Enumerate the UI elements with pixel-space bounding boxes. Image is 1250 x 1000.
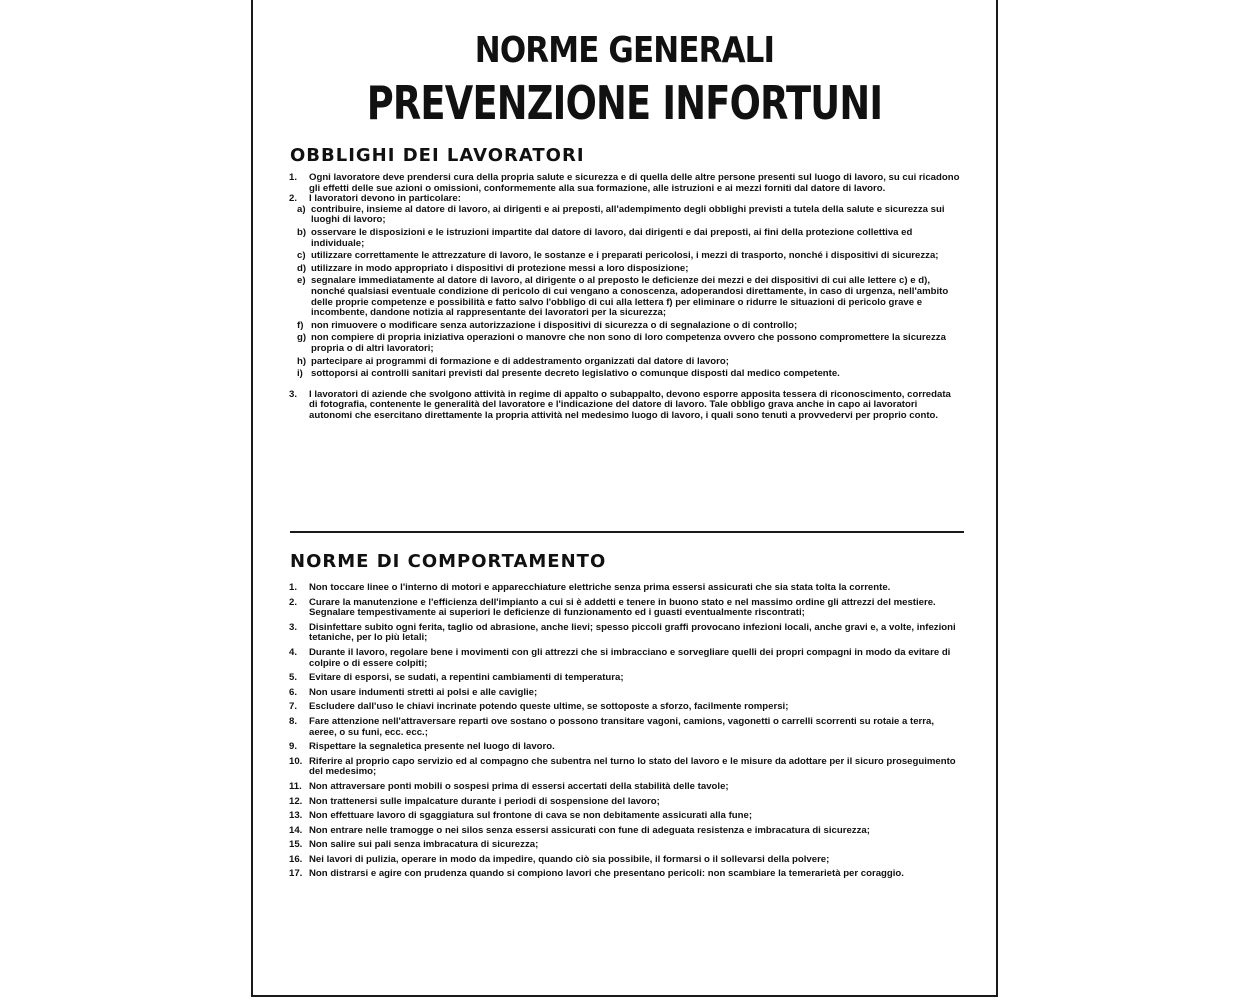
item-number: 1. xyxy=(289,582,298,593)
sub-label: h) xyxy=(297,355,307,367)
item-number: 14. xyxy=(289,824,303,836)
item-text: Rispettare la segnaletica presente nel luogo di lavoro. xyxy=(309,741,555,753)
list-item xyxy=(289,717,961,738)
item-text: Non trattenersi sulle impalcature durante i periodi di sospensione del lavoro; xyxy=(309,795,660,807)
list-item xyxy=(289,826,961,837)
sub-item xyxy=(297,276,961,318)
item-text: Nei lavori di pulizia, operare in modo da impedire, quando ciò sia possibile, il formarsi o il sollevarsi della polvere; xyxy=(309,853,830,865)
section2-list xyxy=(289,583,961,884)
item-number: 16. xyxy=(289,853,303,865)
list-item xyxy=(289,840,961,851)
item-text: Non effettuare lavoro di sgaggiatura sul frontone di cava se non debitamente assicurati alla fune; xyxy=(309,810,753,822)
item-text: I lavoratori di aziende che svolgono attività in regime di appalto o subappalto, devono esporre apposita tessera di riconoscimento, corredata di fotografia, contenente le generalità del lavoratore e l'indicazione del datore di lavoro. Tale obbligo grava anche in capo ai lavoratori autonomi che esercitano direttamente la propria attività nel medesimo luogo di lavoro, i quali sono tenuti a provvedervi per proprio conto. xyxy=(309,388,951,421)
list-item xyxy=(289,583,961,594)
item-number: 17. xyxy=(289,868,303,880)
list-item xyxy=(289,390,961,422)
item-number: 13. xyxy=(289,810,303,822)
list-item xyxy=(289,782,961,793)
item-text: Non distrarsi e agire con prudenza quando si compiono lavori che presentano pericoli: non scambiare la temerarietà per coraggio. xyxy=(309,868,904,880)
list-item xyxy=(289,648,961,669)
list-item xyxy=(289,598,961,619)
section1-heading: OBBLIGHI DEI LAVORATORI xyxy=(290,145,585,166)
sub-item xyxy=(297,264,961,275)
sub-text: non rimuovere o modificare senza autorizzazione i dispositivi di sicurezza o di segnalazione o di controllo; xyxy=(311,319,798,331)
sub-label: c) xyxy=(297,250,306,262)
list-item xyxy=(289,742,961,753)
item-number: 12. xyxy=(289,795,303,807)
sub-item xyxy=(297,369,961,380)
item-number: 10. xyxy=(289,755,303,767)
item-text: Escludere dall'uso le chiavi incrinate potendo queste ultime, se sottoposte a sforzo, facilmente rompersi; xyxy=(309,701,789,713)
list-item xyxy=(289,688,961,699)
item-number: 1. xyxy=(289,172,298,183)
sub-label: f) xyxy=(297,319,304,331)
item-text: Riferire al proprio capo servizio ed al compagno che subentra nel turno lo stato del lavoro e le misure da adottare per il sicuro proseguimento del medesimo; xyxy=(309,755,956,778)
sub-label: e) xyxy=(297,275,306,287)
sub-label: a) xyxy=(297,203,306,215)
item-number: 4. xyxy=(289,646,298,658)
item-number: 11. xyxy=(289,780,302,792)
item-text: Non toccare linee o l'interno di motori e apparecchiature elettriche senza prima essersi assicurati che sia stata tolta la corrente. xyxy=(309,582,891,593)
item-number: 6. xyxy=(289,686,298,698)
sub-label: b) xyxy=(297,226,307,238)
sub-item xyxy=(297,321,961,332)
item-text: Ogni lavoratore deve prendersi cura della propria salute e sicurezza e di quella delle altre persone presenti sul luogo di lavoro, su cui ricadono gli effetti delle sue azioni o omissioni, conformemente alla sua formazione, alle istruzioni e ai mezzi forniti dal datore di lavoro. xyxy=(309,172,960,194)
sub-label: d) xyxy=(297,262,307,274)
sub-list xyxy=(289,205,961,380)
sub-text: osservare le disposizioni e le istruzioni impartite dal datore di lavoro, dai dirigenti e dai preposti, ai fini della protezione collettiva ed individuale; xyxy=(311,226,913,249)
section-divider xyxy=(290,531,964,533)
poster-title-line2: PREVENZIONE INFORTUNI xyxy=(366,76,883,130)
item-number: 3. xyxy=(289,621,298,633)
list-item xyxy=(289,173,961,194)
list-item xyxy=(289,797,961,808)
sub-text: utilizzare in modo appropriato i dispositivi di protezione messi a loro disposizione; xyxy=(311,262,689,274)
item-number: 9. xyxy=(289,741,298,753)
item-text: Non salire sui pali senza imbracatura di sicurezza; xyxy=(309,839,539,851)
item-number: 7. xyxy=(289,701,298,713)
item-text: Durante il lavoro, regolare bene i movimenti con gli attrezzi che si imbracciano e sorvegliare quelli dei propri compagni in modo da evitare di colpire o di essere colpiti; xyxy=(309,646,951,669)
list-item xyxy=(289,623,961,644)
list-item xyxy=(289,869,961,880)
sub-item xyxy=(297,251,961,262)
item-number: 5. xyxy=(289,672,298,684)
item-text: Evitare di esporsi, se sudati, a repentini cambiamenti di temperatura; xyxy=(309,672,624,684)
sub-item xyxy=(297,357,961,368)
sub-text: utilizzare correttamente le attrezzature di lavoro, le sostanze e i preparati pericolosi, i mezzi di trasporto, nonché i dispositivi di sicurezza; xyxy=(311,250,939,262)
sub-item xyxy=(297,333,961,354)
list-item xyxy=(289,757,961,778)
item-number: 2. xyxy=(289,596,298,608)
sub-text: segnalare immediatamente al datore di lavoro, al dirigente o al preposto le deficienze dei mezzi e dei dispositivi di cui alle lettere c) e d), nonché qualsiasi eventuale condizione di pericolo di cui vengano a conoscenza, adoperandosi direttamente, in caso di urgenza, nell'ambito delle proprie competenze e possibilità e fatto salvo l'obbligo di cui alla lettera f) per eliminare o ridurre le situazioni di pericolo grave e incombente, dandone notizia al rappresentante dei lavoratori per la sicurezza; xyxy=(311,275,949,319)
item-text: I lavoratori devono in particolare: xyxy=(309,193,461,205)
list-item xyxy=(289,811,961,822)
section1-list xyxy=(289,173,961,421)
item-text: Fare attenzione nell'attraversare reparti ove sostano o possono transitare vagoni, camions, vagonetti o carrelli scorrenti su rotaie a terra, aeree, o su funi, ecc. ecc.; xyxy=(309,715,935,738)
item-text: Disinfettare subito ogni ferita, taglio od abrasione, anche lievi; spesso piccoli graffi provocano infezioni locali, anche gravi e, a volte, infezioni tetaniche, per lo più letali; xyxy=(309,621,956,644)
item-text: Non usare indumenti stretti ai polsi e alle caviglie; xyxy=(309,686,538,698)
item-number: 15. xyxy=(289,839,303,851)
sub-text: non compiere di propria iniziativa operazioni o manovre che non sono di loro competenza ovvero che possono compromettere la sicurezza propria o di altri lavoratori; xyxy=(311,332,946,354)
sub-item xyxy=(297,228,961,249)
section2-heading: NORME DI COMPORTAMENTO xyxy=(290,551,607,572)
safety-poster xyxy=(251,0,998,997)
list-item xyxy=(289,673,961,684)
sub-text: contribuire, insieme al datore di lavoro, ai dirigenti e ai preposti, all'adempimento degli obblighi previsti a tutela della salute e sicurezza sui luoghi di lavoro; xyxy=(311,203,945,226)
poster-title-line1: NORME GENERALI xyxy=(474,30,775,71)
list-item xyxy=(289,855,961,866)
item-text: Non attraversare ponti mobili o sospesi prima di essersi accertati della stabilità delle tavole; xyxy=(309,780,729,792)
list-item xyxy=(289,702,961,713)
item-text: Non entrare nelle tramogge o nei silos senza essersi assicurati con fune di adeguata resistenza e imbracatura di sicurezza; xyxy=(309,824,870,836)
sub-text: partecipare ai programmi di formazione e di addestramento organizzati dal datore di lavoro; xyxy=(311,355,729,367)
sub-item xyxy=(297,205,961,226)
item-number: 3. xyxy=(289,388,298,400)
sub-label: i) xyxy=(297,368,303,380)
sub-label: g) xyxy=(297,332,307,344)
item-number: 8. xyxy=(289,715,298,727)
item-text: Curare la manutenzione e l'efficienza dell'impianto a cui si è addetti e tenere in buono stato e nel massimo ordine gli attrezzi del mestiere. Segnalare tempestivamente ai superiori le deficienze di funzionamento ed i guasti eventualmente riscontrati; xyxy=(309,596,936,619)
item-number: 2. xyxy=(289,193,298,205)
sub-text: sottoporsi ai controlli sanitari previsti dal presente decreto legislativo o comunque disposti dal medico competente. xyxy=(311,368,840,380)
